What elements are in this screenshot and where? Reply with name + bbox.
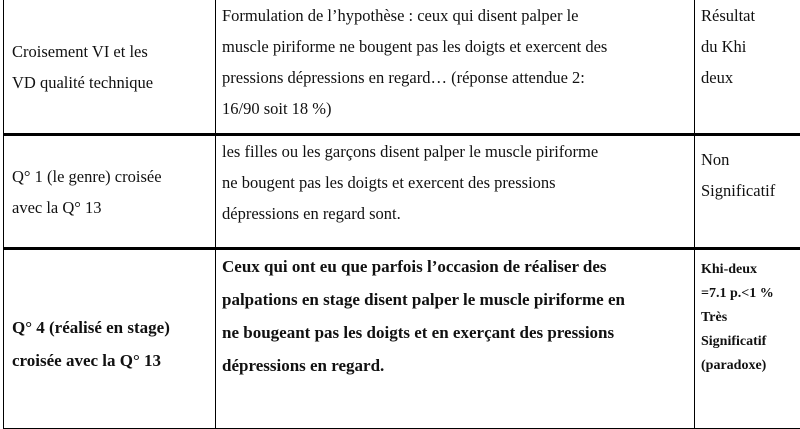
hypothesis-line: palpations en stage disent palper le muscle piriforme en bbox=[222, 283, 688, 316]
row-label-cell bbox=[4, 135, 216, 249]
row-label-line: Q° 4 (réalisé en stage) bbox=[12, 311, 209, 344]
result-line: deux bbox=[701, 62, 800, 93]
hypothesis-line: Formulation de l’hypothèse : ceux qui disent palper le bbox=[222, 0, 688, 31]
result-line: du Khi bbox=[701, 31, 800, 62]
table-row bbox=[4, 135, 800, 249]
hypothesis-cell bbox=[216, 135, 695, 249]
hypothesis-line: pressions dépressions en regard… (réponse attendue 2: bbox=[222, 62, 688, 93]
result-line: Résultat bbox=[701, 0, 800, 31]
row-label-line: Croisement VI et les bbox=[12, 36, 209, 67]
hypothesis-line: ne bougent pas les doigts et exercent des pressions bbox=[222, 167, 688, 198]
table-row bbox=[4, 0, 800, 135]
hypothesis-line: les filles ou les garçons disent palper le muscle piriforme bbox=[222, 136, 688, 167]
result-line: Khi-deux bbox=[701, 258, 800, 282]
hypothesis-line: dépressions en regard. bbox=[222, 349, 688, 382]
result-cell bbox=[695, 249, 800, 429]
row-label-cell bbox=[4, 249, 216, 429]
result-line: Non bbox=[701, 144, 800, 175]
result-cell bbox=[695, 135, 800, 249]
hypothesis-line: ne bougeant pas les doigts et en exerçant des pressions bbox=[222, 316, 688, 349]
hypothesis-line: muscle piriforme ne bougent pas les doigts et exercent des bbox=[222, 31, 688, 62]
result-line: =7.1 p.<1 % bbox=[701, 282, 800, 306]
row-label-line: croisée avec la Q° 13 bbox=[12, 344, 209, 377]
hypothesis-cell bbox=[216, 249, 695, 429]
result-line: Significatif bbox=[701, 330, 800, 354]
result-line: (paradoxe) bbox=[701, 354, 800, 378]
row-label-line: Q° 1 (le genre) croisée bbox=[12, 161, 209, 192]
row-label-line: VD qualité technique bbox=[12, 67, 209, 98]
row-label-cell bbox=[4, 0, 216, 135]
hypothesis-line: dépressions en regard sont. bbox=[222, 198, 688, 229]
row-label-line: avec la Q° 13 bbox=[12, 192, 209, 223]
hypothesis-cell bbox=[216, 0, 695, 135]
hypothesis-line: 16/90 soit 18 %) bbox=[222, 93, 688, 124]
result-cell bbox=[695, 0, 800, 135]
table-row bbox=[4, 249, 800, 429]
result-line: Très bbox=[701, 306, 800, 330]
hypothesis-line: Ceux qui ont eu que parfois l’occasion de réaliser des bbox=[222, 250, 688, 283]
result-line: Significatif bbox=[701, 175, 800, 206]
hypothesis-table bbox=[3, 0, 800, 429]
